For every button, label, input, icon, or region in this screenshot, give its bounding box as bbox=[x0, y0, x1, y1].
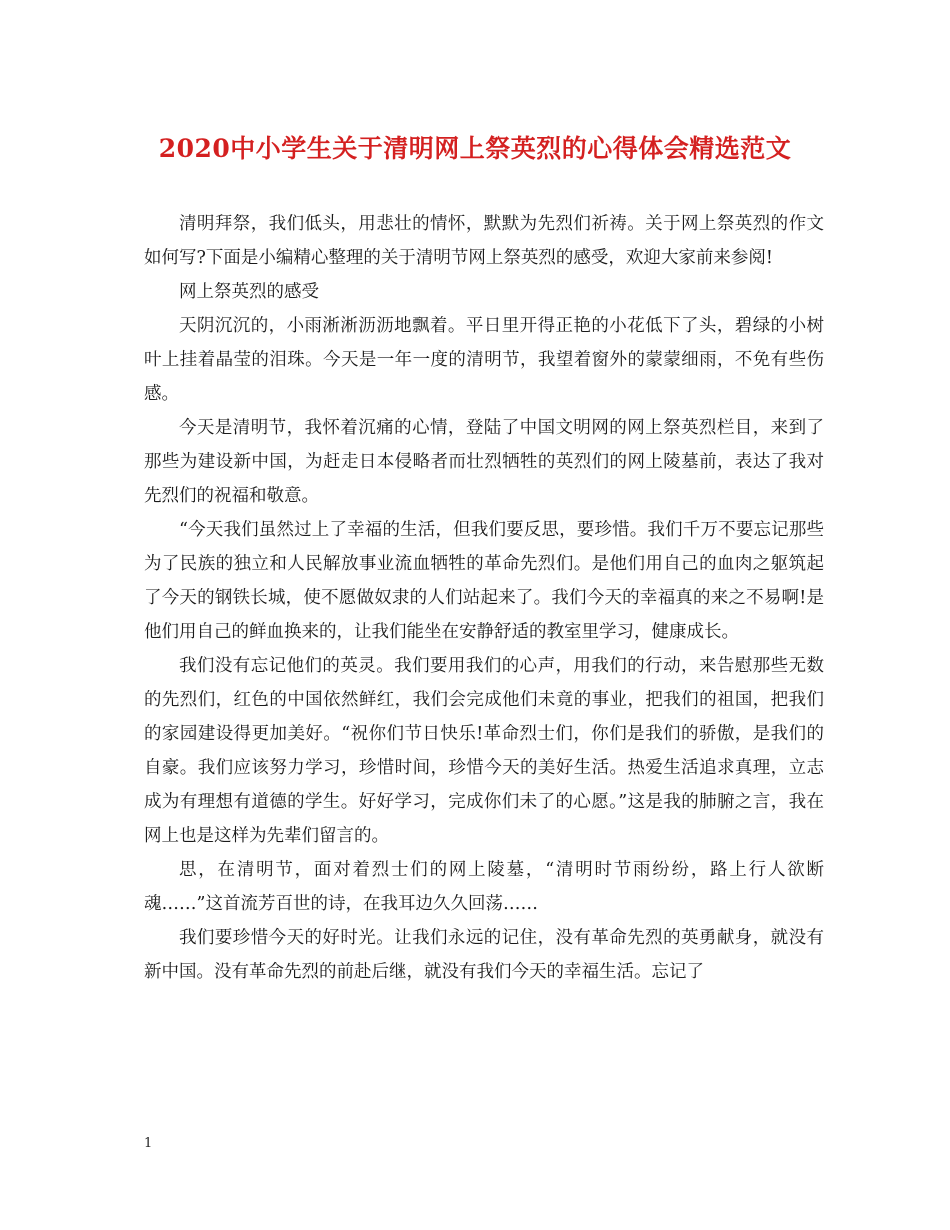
paragraph-quote: “今天我们虽然过上了幸福的生活，但我们要反思，要珍惜。我们千万不要忘记那些为了民族的独立和人民解放事业流血牺牲的革命先烈们。是他们用自己的血肉之躯筑起了今天的钢铁长城，使不愿做奴隶的人们站起来了。我们今天的幸福真的来之不易啊!是他们用自己的鲜血换来的，让我们能坐在安静舒适的教室里学习，健康成长。 bbox=[144, 520, 824, 642]
paragraph: 思，在清明节，面对着烈士们的网上陵墓，“清明时节雨纷纷，路上行人欲断魂……”这首流芳百世的诗，在我耳边久久回荡…… bbox=[144, 860, 824, 914]
document-title: 2020中小学生关于清明网上祭英烈的心得体会精选范文 bbox=[158, 134, 792, 163]
paragraph-intro: 清明拜祭，我们低头，用悲壮的情怀，默默为先烈们祈祷。关于网上祭英烈的作文如何写?下面是小编精心整理的关于清明节网上祭英烈的感受，欢迎大家前来参阅! bbox=[144, 214, 824, 268]
paragraph: 今天是清明节，我怀着沉痛的心情，登陆了中国文明网的网上祭英烈栏目，来到了那些为建设新中国，为赶走日本侵略者而壮烈牺牲的英烈们的网上陵墓前，表达了我对先烈们的祝福和敬意。 bbox=[144, 418, 824, 506]
paragraph-subheading: 网上祭英烈的感受 bbox=[179, 282, 319, 302]
page-number: 1 bbox=[144, 1136, 153, 1151]
paragraph: 我们要珍惜今天的好时光。让我们永远的记住，没有革命先烈的英勇献身，就没有新中国。没有革命先烈的前赴后继，就没有我们今天的幸福生活。忘记了 bbox=[144, 928, 824, 982]
document-body bbox=[144, 207, 824, 989]
paragraph: 我们没有忘记他们的英灵。我们要用我们的心声，用我们的行动，来告慰那些无数的先烈们，红色的中国依然鲜红，我们会完成他们未竟的事业，把我们的祖国，把我们的家园建设得更加美好。“祝你们节日快乐!革命烈士们，你们是我们的骄傲，是我们的自豪。我们应该努力学习，珍惜时间，珍惜今天的美好生活。热爱生活追求真理，立志成为有理想有道德的学生。好好学习，完成你们未了的心愿。”这是我的肺腑之言，我在网上也是这样为先辈们留言的。 bbox=[144, 656, 824, 846]
paragraph: 天阴沉沉的，小雨淅淅沥沥地飘着。平日里开得正艳的小花低下了头，碧绿的小树叶上挂着晶莹的泪珠。今天是一年一度的清明节，我望着窗外的蒙蒙细雨，不免有些伤感。 bbox=[144, 316, 824, 404]
